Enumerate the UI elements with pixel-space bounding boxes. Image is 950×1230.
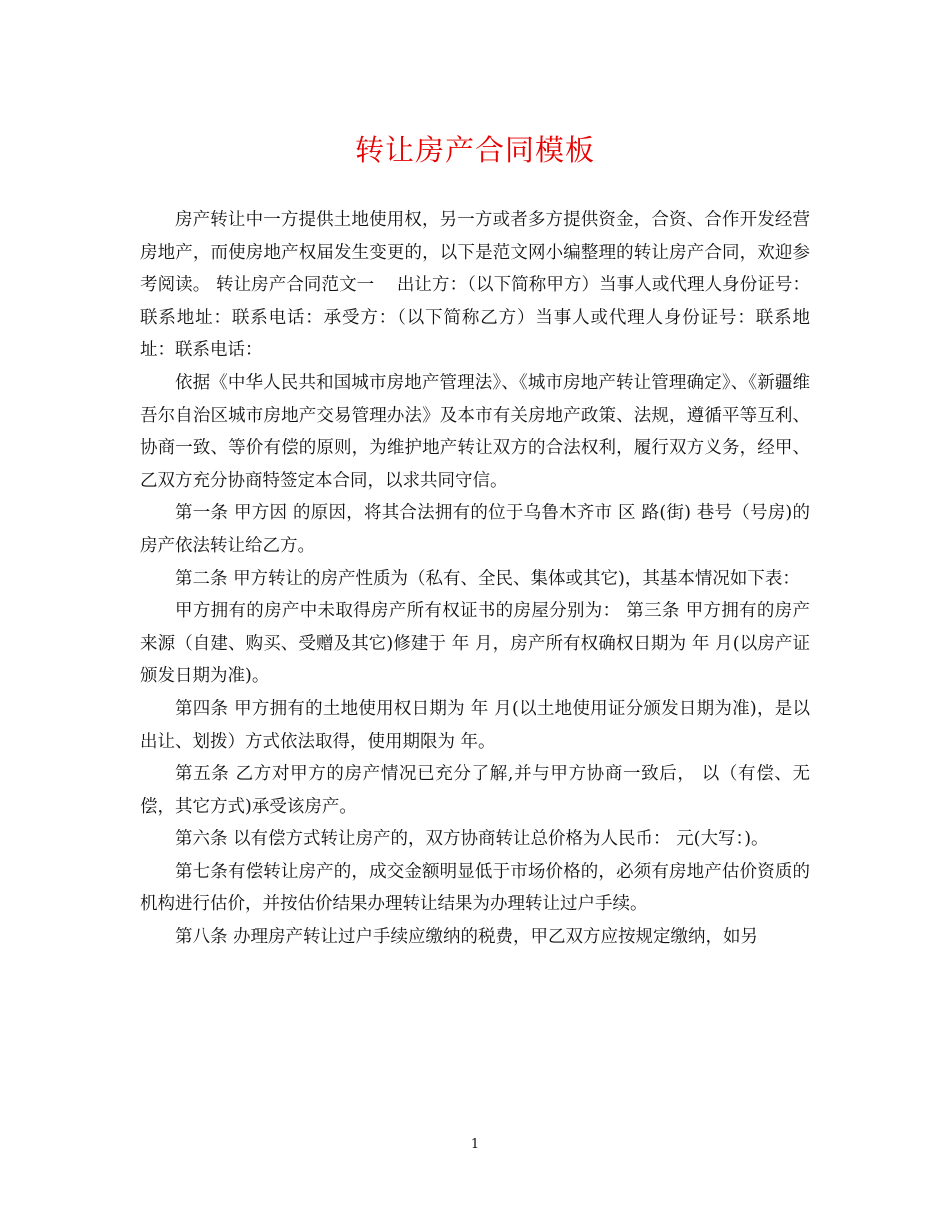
- document-body: [140, 204, 816, 954]
- paragraph-article-5: 第五条 乙方对甲方的房产情况已充分了解,并与甲方协商一致后， 以（有偿、无偿，其它方式)承受该房产。: [140, 764, 810, 817]
- paragraph-article-2: 第二条 甲方转让的房产性质为（私有、全民、集体或其它)，其基本情况如下表：: [175, 568, 800, 589]
- paragraph-article-8: 第八条 办理房产转让过户手续应缴纳的税费，甲乙双方应按规定缴纳，如另: [175, 927, 759, 948]
- paragraph-article-6: 第六条 以有偿方式转让房产的，双方协商转让总价格为人民币： 元(大写：)。: [175, 829, 769, 850]
- paragraph-intro: 房产转让中一方提供土地使用权，另一方或者多方提供资金，合资、合作开发经营房地产，而使房地产权届发生变更的，以下是范文网小编整理的转让房产合同，欢迎参考阅读。 转让房产合同范文一 出让方：（以下简称甲方）当事人或代理人身份证号：联系地址：联系电话：承受方：（以下简称乙方）当事人或代理人身份证号：联系地址：联系电话：: [140, 210, 810, 361]
- page-number: 1: [470, 1137, 480, 1152]
- paragraph-article-4: 第四条 甲方拥有的土地使用权日期为 年 月(以土地使用证分颁发日期为准)，是以 出让、划拨）方式依法取得，使用期限为 年。: [140, 698, 816, 752]
- paragraph-article-7: 第七条有偿转让房产的，成交金额明显低于市场价格的，必须有房地产估价资质的机构进行估价，并按估价结果办理转让结果为办理转让过户手续。: [140, 861, 810, 915]
- paragraph-article-1: 第一条 甲方因 的原因，将其合法拥有的位于乌鲁木齐市 区 路(街) 巷号（号房)的房产依法转让给乙方。: [140, 503, 810, 556]
- document-title: 转让房产合同模板: [354, 133, 595, 167]
- paragraph-basis: 依据《中华人民共和国城市房地产管理法》、《城市房地产转让管理确定》、《新疆维吾尔自治区城市房地产交易管理办法》及本市有关房地产政策、法规，遵循平等互利、协商一致、等价有偿的原则，为维护地产转让双方的合法权利，履行双方义务，经甲、乙双方充分协商特签定本合同，以求共同守信。: [140, 372, 810, 491]
- paragraph-article-3: 甲方拥有的房产中未取得房产所有权证书的房屋分别为： 第三条 甲方拥有的房产来源（自建、购买、受赠及其它)修建于 年 月，房产所有权确权日期为 年 月(以房产证颁发日期为准)。: [140, 601, 810, 687]
